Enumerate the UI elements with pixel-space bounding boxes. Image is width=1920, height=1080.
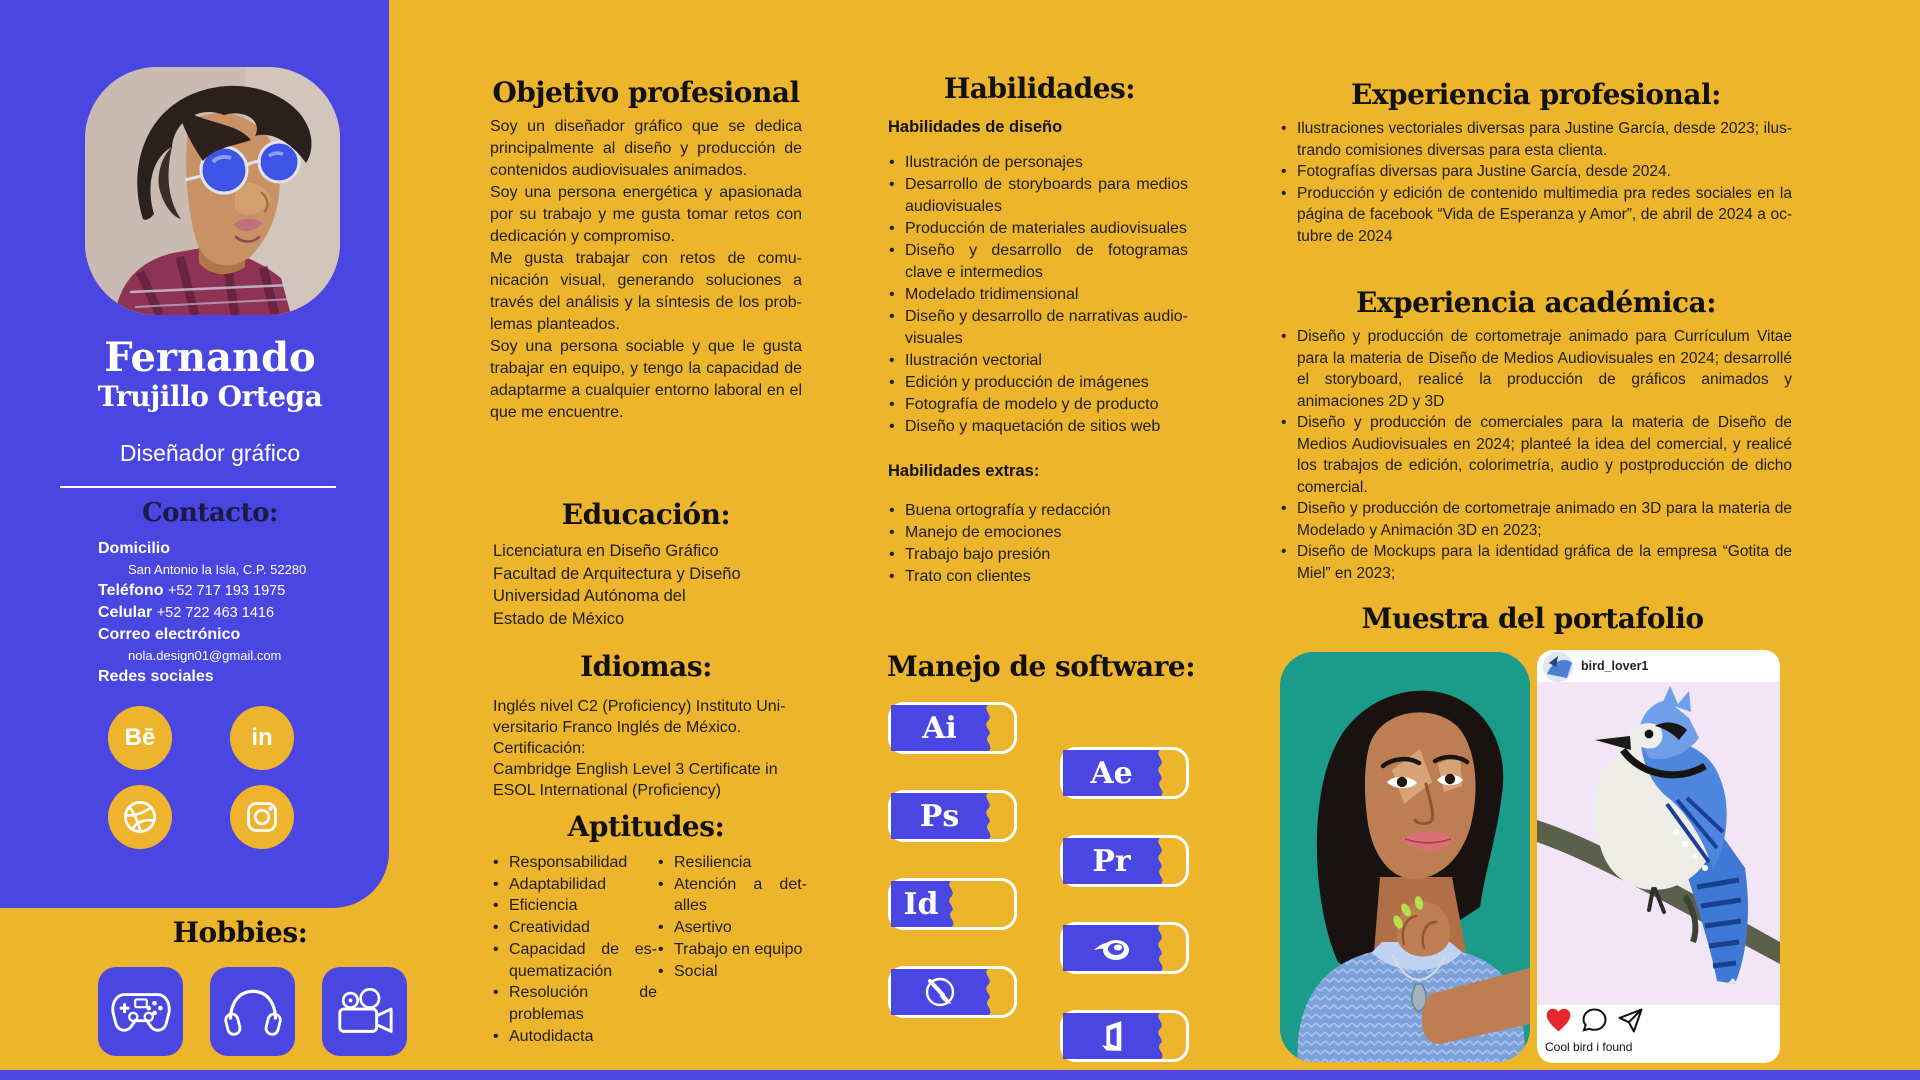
skill-item: • Diseño y desarrollo de fotogramas clave e intermedios [888,240,1188,284]
sidebar-divider [60,486,336,488]
linkedin-icon[interactable]: in [230,706,294,770]
contact-domicilio-label: Domicilio [98,540,171,557]
skill-item: • Edición y producción de imágenes [888,372,1188,394]
experience-item: • Ilustraciones vectoriales diversas para Justine García, desde 2023; ilustrando comisiones diversas para esta clienta. [1280,118,1792,161]
objective-text [490,116,802,424]
software-badge-paint [888,966,1017,1018]
experience-acad-heading: Experiencia académica: [1355,286,1717,319]
languages-line: Inglés nivel C2 (Proficiency) Instituto Universitario Franco Inglés de México. [493,698,786,736]
software-badge-aftereffects: Ae [1060,747,1189,799]
behance-icon[interactable]: Bē [108,706,172,770]
contact-domicilio-value: San Antonio la Isla, C.P. 52280 [128,562,307,577]
hobbies-heading: Hobbies: [172,916,308,949]
experience-item: • Diseño de Mockups para la identidad gráfica de la empresa “Gotita de Miel” en 2023; [1280,541,1792,584]
aptitude-item: • Atención a detalles [657,874,807,917]
skills-heading: Habilidades: [943,72,1136,105]
software-badge-blender [1060,922,1189,974]
contact-celular: Celular +52 722 463 1416 [98,604,275,621]
office-icon [1099,1019,1125,1053]
aptitude-item: • Creatividad [492,917,657,939]
blue-jay-illustration [1537,682,1780,1005]
portfolio-heading: Muestra del portafolio [1361,602,1704,635]
languages-line: Certificación: [493,740,586,757]
contact-redes-label: Redes sociales [98,668,214,685]
aptitude-item: • Resolución de problemas [492,982,657,1025]
name-last: Trujillo Ortega [97,380,323,413]
post-image [1537,682,1780,1005]
hobby-music [210,967,295,1056]
education-heading: Educación: [561,498,731,531]
skills-design-list [888,152,1188,438]
job-title: Diseñador gráfico [119,440,301,466]
experience-pro-heading: Experiencia profesional: [1351,78,1721,111]
skill-item: • Diseño y desarrollo de narrativas audiovisuales [888,306,1188,350]
software-heading: Manejo de software: [887,650,1196,683]
skill-item: • Manejo de emociones [888,522,1188,544]
contact-correo-value: nola.design01@gmail.com [128,648,282,663]
experience-pro-list [1280,118,1792,247]
experience-item: • Diseño y producción de cortometraje animado en 3D para la materia de Modelado y Animación 3D en 2023; [1280,498,1792,541]
aptitude-item: • Adaptabilidad [492,874,657,896]
aptitude-item: • Responsabilidad [492,852,657,874]
education-lines [493,540,805,630]
skills-design-subheading: Habilidades de diseño [888,118,1063,136]
skill-item: • Producción de materiales audiovisuales [888,218,1188,240]
like-icon[interactable] [1545,1007,1572,1034]
aptitude-item: • Social [657,961,807,983]
instagram-icon[interactable] [230,785,294,849]
aptitude-item: • Capacidad de esquematización [492,939,657,982]
objective-paragraph: Soy un diseñador gráfico que se dedica principalmente al diseño y producción de contenidos audiovisuales animados. [490,118,802,179]
skill-item: • Modelado tridimensional [888,284,1188,306]
languages-lines [493,696,798,801]
languages-line: Cambridge English Level 3 Certificate in ESOL International (Proficiency) [493,761,778,799]
sidebar-panel [0,0,389,908]
aptitude-item: • Trabajo en equipo [657,939,807,961]
post-username[interactable]: bird_lover1 [1581,659,1649,673]
objective-paragraph: Soy una persona energética y apasionada por su trabajo y me gusta tomar retos con dedicación y compromiso. [490,184,802,245]
hobby-video [322,967,407,1056]
experience-item: • Fotografías diversas para Justine García, desde 2024. [1280,161,1792,183]
blender-icon [1093,933,1131,963]
education-line: Universidad Autónoma del [493,587,686,605]
portfolio-sample-portrait [1280,652,1530,1062]
skill-item: • Ilustración vectorial [888,350,1188,372]
bottom-accent-strip [0,1070,1920,1080]
experience-item: • Diseño y producción de comerciales para la materia de Diseño de Medios Audiovisuales en 2024; planteé la idea del comercial, y realicé los trabajos de edición, colorimetría, audio y postproducción de dicho comercial. [1280,412,1792,498]
languages-heading: Idiomas: [580,650,712,683]
portfolio-sample-post [1537,650,1780,1063]
objective-paragraph: Me gusta trabajar con retos de comunicación visual, generando soluciones a través del análisis y la síntesis de los problemas planteados. [490,250,802,333]
dribbble-icon[interactable] [108,785,172,849]
skill-item: • Ilustración de personajes [888,152,1188,174]
profile-photo-illustration [85,67,340,315]
aptitude-item: • Eficiencia [492,895,657,917]
aptitudes-heading: Aptitudes: [567,810,725,843]
aptitude-item: • Asertivo [657,917,807,939]
skills-extras-subheading: Habilidades extras: [888,462,1040,480]
post-avatar[interactable] [1543,652,1573,682]
skills-extras-list [888,500,1188,588]
aptitudes-col1 [492,852,657,1047]
objective-paragraph: Soy una persona sociable y que le gusta trabajar en equipo, y tengo la capacidad de adaptarme a cualquier entorno laboral en el que me encuentre. [490,338,802,421]
experience-acad-list [1280,326,1792,584]
software-badge-office [1060,1010,1189,1062]
aptitudes-col2 [657,852,807,982]
contact-telefono: Teléfono +52 717 193 1975 [98,582,286,599]
software-badge-premiere: Pr [1060,835,1189,887]
contact-correo-label: Correo electrónico [98,626,241,643]
objective-heading: Objetivo profesional [492,76,800,109]
aptitude-item: • Autodidacta [492,1026,657,1048]
aptitude-item: • Resiliencia [657,852,807,874]
experience-item: • Diseño y producción de cortometraje animado para Currículum Vitae para la materia de Diseño de Medios Audiovisuales en 2024; desarrollé el storyboard, realicé la producción de gráficos animados y animaciones 2D y 3D [1280,326,1792,412]
paintbrush-icon [920,972,960,1012]
skill-item: • Trato con clientes [888,566,1188,588]
woman-portrait-illustration [1280,652,1530,1062]
skill-item: • Fotografía de modelo y de producto [888,394,1188,416]
share-icon[interactable] [1617,1007,1644,1034]
education-line: Facultad de Arquitectura y Diseño [493,564,741,583]
profile-photo [85,67,340,315]
education-line: Licenciatura en Diseño Gráfico [493,542,719,560]
software-badge-indesign: Id [888,878,1017,930]
name-first: Fernando [104,334,316,381]
headphones-icon [223,984,283,1040]
skill-item: • Buena ortografía y redacción [888,500,1188,522]
comment-icon[interactable] [1581,1007,1608,1034]
gamepad-icon [110,990,172,1034]
skill-item: • Diseño y maquetación de sitios web [888,416,1188,438]
software-badge-illustrator: Ai [888,702,1017,754]
skill-item: • Trabajo bajo presión [888,544,1188,566]
software-badge-photoshop: Ps [888,790,1017,842]
hobby-gamepad [98,967,183,1056]
video-camera-icon [334,988,396,1036]
contact-heading: Contacto: [141,498,279,528]
skill-item: • Desarrollo de storyboards para medios audiovisuales [888,174,1188,218]
post-caption: Cool bird i found [1545,1040,1633,1054]
experience-item: • Producción y edición de contenido multimedia pra redes sociales en la página de facebook “Vida de Esperanza y Amor”, de abril de 2024 a octubre de 2024 [1280,183,1792,248]
education-line: Estado de México [493,609,625,628]
